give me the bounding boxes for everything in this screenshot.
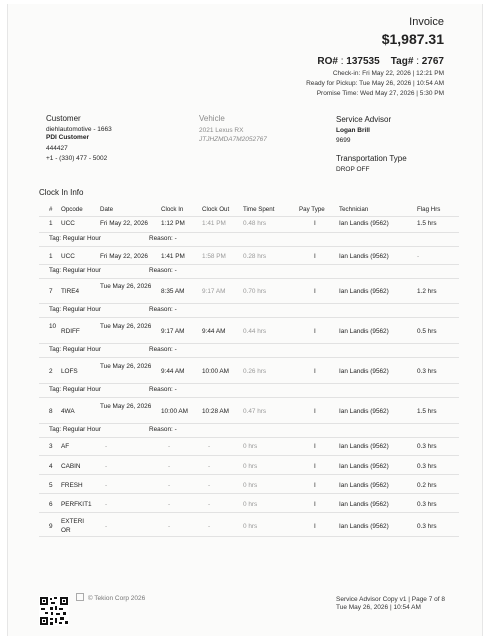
table-cell: Regular Hour	[62, 426, 101, 433]
table-cell: 10	[49, 323, 57, 330]
table-cell: 5	[49, 482, 53, 489]
table-cell: 0.48 hrs	[243, 220, 267, 227]
table-cell: -	[208, 501, 211, 508]
table-cell: 0 hrs	[243, 523, 258, 530]
row-divider	[39, 303, 459, 304]
table-cell: I	[314, 482, 316, 489]
table-cell: Tue May 26, 2026	[100, 403, 152, 410]
promise-time: Promise Time: Wed May 27, 2026 | 5:30 PM	[316, 90, 444, 97]
table-cell: I	[314, 253, 316, 260]
table-cell: Tue May 26, 2026	[100, 363, 152, 370]
vehicle-vin: JTJHZMDA7M2052767	[199, 136, 267, 143]
table-cell: 0 hrs	[243, 482, 258, 489]
table-cell: 1:41 PM	[202, 220, 226, 227]
table-cell: Reason:	[149, 267, 173, 274]
table-cell: -	[174, 386, 177, 393]
table-cell: -	[168, 523, 171, 530]
table-cell: I	[314, 368, 316, 375]
table-cell: 9:44 AM	[161, 368, 185, 375]
transportation-type-value: DROP OFF	[336, 166, 370, 173]
row-divider	[39, 493, 459, 494]
vehicle-label: Vehicle	[199, 114, 225, 123]
table-cell: -	[208, 443, 211, 450]
table-cell: Regular Hour	[62, 306, 101, 313]
col-header-opcode: Opcode	[61, 206, 83, 213]
table-cell: 1:12 PM	[161, 220, 185, 227]
transportation-type-label: Transportation Type	[336, 154, 407, 163]
table-cell: I	[314, 443, 316, 450]
table-cell: Ian Landis (9562)	[339, 443, 389, 450]
table-cell: Tue May 26, 2026	[100, 323, 152, 330]
table-cell: Ian Landis (9562)	[339, 408, 389, 415]
table-cell: -	[174, 235, 177, 242]
row-reason	[149, 267, 177, 274]
row-divider	[39, 536, 459, 537]
col-header-number: #	[49, 206, 53, 213]
table-cell: 1	[49, 253, 53, 260]
row-divider	[39, 317, 459, 318]
table-cell: Ian Landis (9562)	[339, 253, 389, 260]
ready-for-pickup-time: Ready for Pickup: Tue May 26, 2026 | 10:54 AM	[306, 80, 444, 87]
table-cell: 0.28 hrs	[243, 253, 267, 260]
table-cell: 0 hrs	[243, 501, 258, 508]
table-cell: 8:35 AM	[161, 288, 185, 295]
ro-label: RO#	[317, 56, 338, 67]
row-divider	[39, 437, 459, 438]
table-cell: -	[417, 253, 420, 260]
table-cell: RDIFF	[61, 328, 80, 335]
table-cell: 8	[49, 408, 53, 415]
table-cell: 9	[49, 523, 53, 530]
table-cell: Tag:	[49, 386, 62, 393]
row-divider	[39, 264, 459, 265]
row-divider	[39, 512, 459, 513]
table-cell: AF	[61, 443, 70, 450]
table-cell: 1.2 hrs	[417, 288, 437, 295]
invoice-page	[7, 4, 483, 636]
footer-copy-line: Service Advisor Copy v1 | Page 7 of 8	[336, 596, 445, 603]
table-cell: 0.5 hrs	[417, 328, 437, 335]
table-cell: Tue May 26, 2026	[100, 283, 152, 290]
table-cell: I	[314, 523, 316, 530]
table-cell: I	[314, 220, 316, 227]
table-cell: 0 hrs	[243, 463, 258, 470]
table-cell: Fri May 22, 2026	[100, 253, 148, 260]
table-cell: -	[174, 346, 177, 353]
table-cell: I	[314, 288, 316, 295]
table-cell: 10:28 AM	[202, 408, 230, 415]
check-in-time: Check-in: Fri May 22, 2026 | 12:21 PM	[332, 70, 444, 77]
table-cell: 0.26 hrs	[243, 368, 267, 375]
table-cell: Tag:	[49, 267, 62, 274]
row-tag	[49, 235, 101, 242]
table-cell: 9:44 AM	[202, 328, 226, 335]
tekion-logo-icon	[76, 593, 84, 601]
table-cell: Ian Landis (9562)	[339, 523, 389, 530]
table-cell: Regular Hour	[62, 235, 101, 242]
table-cell: Regular Hour	[62, 267, 101, 274]
table-cell: 4	[49, 463, 53, 470]
invoice-title: Invoice	[409, 16, 444, 28]
table-cell: Ian Landis (9562)	[339, 328, 389, 335]
row-tag	[49, 306, 101, 313]
table-cell: 1:41 PM	[161, 253, 185, 260]
header-divider	[39, 216, 459, 217]
row-reason	[149, 346, 177, 353]
table-cell: -	[174, 426, 177, 433]
table-cell: -	[208, 482, 211, 489]
customer-phone: +1 - (330) 477 - 5002	[46, 155, 108, 162]
table-cell: Regular Hour	[62, 346, 101, 353]
table-cell: -	[174, 306, 177, 313]
table-cell: -	[105, 482, 108, 489]
table-cell: TIRE4	[61, 288, 80, 295]
row-tag	[49, 426, 101, 433]
table-cell: Ian Landis (9562)	[339, 220, 389, 227]
table-cell: 0.3 hrs	[417, 443, 437, 450]
col-header-clock-out: Clock Out	[202, 206, 230, 213]
table-cell: I	[314, 328, 316, 335]
table-cell: 1.5 hrs	[417, 220, 437, 227]
table-cell: 10:00 AM	[161, 408, 189, 415]
col-header-time-spent: Time Spent	[243, 206, 275, 213]
footer-page-info	[336, 596, 445, 612]
table-cell: 7	[49, 288, 53, 295]
table-cell: -	[168, 482, 171, 489]
table-cell: -	[105, 501, 108, 508]
table-cell: 0.47 hrs	[243, 408, 267, 415]
tag-value: 2767	[421, 56, 444, 67]
row-divider	[39, 357, 459, 358]
col-header-flag-hrs: Flag Hrs	[417, 206, 441, 213]
row-divider	[39, 423, 459, 424]
table-cell: UCC	[61, 220, 75, 227]
table-cell: I	[314, 463, 316, 470]
customer-label: Customer	[46, 114, 81, 123]
table-cell: -	[208, 523, 211, 530]
table-cell: 1:58 PM	[202, 253, 226, 260]
table-cell: -	[174, 267, 177, 274]
ro-tag-line: RO# : 137535 Tag# : 2767	[317, 56, 444, 67]
table-cell: Reason:	[149, 346, 173, 353]
table-cell: -	[168, 443, 171, 450]
table-cell: Ian Landis (9562)	[339, 288, 389, 295]
table-cell: CABIN	[61, 463, 81, 470]
table-cell: Tag:	[49, 426, 62, 433]
table-cell: 6	[49, 501, 53, 508]
table-cell: Ian Landis (9562)	[339, 501, 389, 508]
table-cell: 0 hrs	[243, 443, 258, 450]
table-cell: 9:17 AM	[202, 288, 226, 295]
footer-copyright	[76, 593, 145, 602]
row-divider	[39, 232, 459, 233]
footer-date-line: Tue May 26, 2026 | 10:54 AM	[336, 604, 421, 611]
row-divider	[39, 383, 459, 384]
table-cell: 0.3 hrs	[417, 368, 437, 375]
col-header-date: Date	[100, 206, 114, 213]
invoice-total: $1,987.31	[381, 31, 444, 47]
table-cell: 0.70 hrs	[243, 288, 267, 295]
customer-name: diehlautomotive - 1663	[46, 126, 112, 133]
service-advisor-label: Service Advisor	[336, 115, 392, 124]
table-cell: © Tekion Corp 2026	[87, 595, 146, 602]
table-cell: 10:00 AM	[202, 368, 230, 375]
table-cell: UCC	[61, 253, 75, 260]
row-divider	[39, 343, 459, 344]
row-reason	[149, 386, 177, 393]
vehicle-model: 2021 Lexus RX	[199, 127, 244, 134]
row-divider	[39, 455, 459, 456]
table-cell: 0.3 hrs	[417, 523, 437, 530]
row-tag	[49, 267, 101, 274]
table-cell: 0.44 hrs	[243, 328, 267, 335]
table-cell: -	[168, 501, 171, 508]
table-cell: -	[105, 443, 108, 450]
table-cell: -	[168, 463, 171, 470]
table-cell: EXTERIOR	[61, 518, 85, 534]
table-cell: 4WA	[61, 408, 75, 415]
qr-code-icon	[39, 596, 69, 626]
table-cell: Ian Landis (9562)	[339, 482, 389, 489]
customer-id: 444427	[46, 145, 68, 152]
clock-in-info-title: Clock In Info	[39, 188, 84, 197]
customer-type: PDI Customer	[46, 134, 89, 141]
row-reason	[149, 235, 177, 242]
table-cell: -	[105, 463, 108, 470]
service-advisor-name: Logan Brill	[336, 127, 370, 134]
table-cell: 1.5 hrs	[417, 408, 437, 415]
table-cell: I	[314, 501, 316, 508]
row-divider	[39, 246, 459, 247]
table-cell: Regular Hour	[62, 386, 101, 393]
table-cell: -	[105, 523, 108, 530]
table-cell: PERFKIT1	[61, 501, 92, 508]
row-reason	[149, 306, 177, 313]
table-cell: 1	[49, 220, 53, 227]
table-cell: Ian Landis (9562)	[339, 463, 389, 470]
row-reason	[149, 426, 177, 433]
row-tag	[49, 386, 101, 393]
ro-value: 137535	[346, 56, 380, 67]
col-header-technician: Technician	[339, 206, 369, 213]
row-divider	[39, 397, 459, 398]
table-cell: Fri May 22, 2026	[100, 220, 148, 227]
table-cell: Tag:	[49, 346, 62, 353]
table-cell: LOFS	[61, 368, 78, 375]
table-cell: Tag:	[49, 306, 62, 313]
table-cell: 2	[49, 368, 53, 375]
table-cell: Reason:	[149, 306, 173, 313]
table-cell: 0.3 hrs	[417, 501, 437, 508]
table-cell: 3	[49, 443, 53, 450]
row-divider	[39, 278, 459, 279]
table-cell: Ian Landis (9562)	[339, 368, 389, 375]
tag-label: Tag#	[390, 56, 414, 67]
table-cell: 9:17 AM	[161, 328, 185, 335]
table-cell: 0.2 hrs	[417, 482, 437, 489]
col-header-clock-in: Clock In	[161, 206, 184, 213]
table-cell: Reason:	[149, 386, 173, 393]
row-tag	[49, 346, 101, 353]
table-cell: I	[314, 408, 316, 415]
table-cell: Tag:	[49, 235, 62, 242]
table-cell: 0.3 hrs	[417, 463, 437, 470]
row-divider	[39, 474, 459, 475]
col-header-pay-type: Pay Type	[299, 206, 325, 213]
service-advisor-id: 9699	[336, 137, 351, 144]
table-cell: FRESH	[61, 482, 83, 489]
table-cell: Reason:	[149, 235, 173, 242]
table-cell: Reason:	[149, 426, 173, 433]
table-cell: -	[208, 463, 211, 470]
